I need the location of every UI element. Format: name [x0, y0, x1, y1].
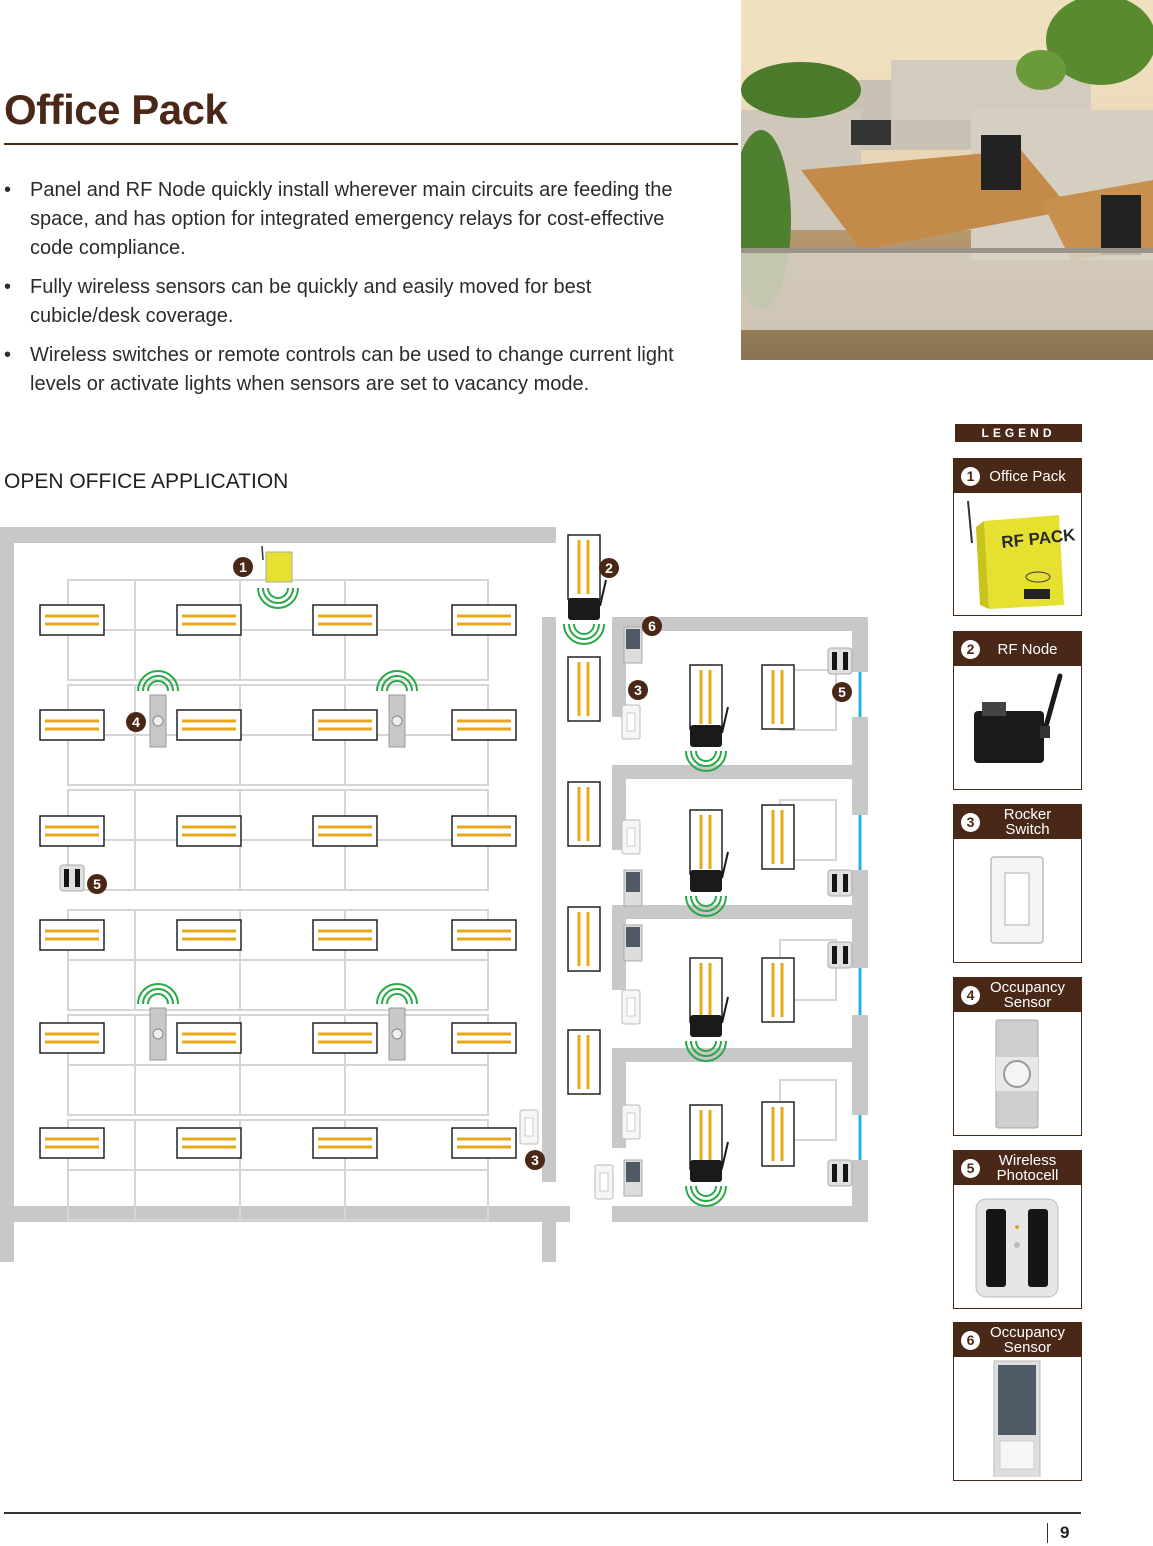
legend-num: 6	[961, 1331, 980, 1350]
plan-markers	[87, 557, 852, 1170]
legend-num: 4	[961, 986, 980, 1005]
light-fixture	[40, 710, 104, 740]
light-fixture-vertical	[762, 958, 794, 1022]
occupancy-sensor-image	[954, 1012, 1081, 1132]
light-fixture	[313, 1023, 377, 1053]
section-heading: OPEN OFFICE APPLICATION	[4, 470, 289, 493]
legend-card-rf-node	[953, 631, 1082, 790]
light-fixture	[452, 920, 516, 950]
rocker-switch-device	[622, 705, 640, 739]
marker-6	[642, 616, 662, 636]
marker-3a	[628, 680, 648, 700]
legend-card-occupancy-sensor	[953, 977, 1082, 1136]
light-fixture	[313, 605, 377, 635]
light-fixture	[177, 1128, 241, 1158]
light-fixture	[177, 920, 241, 950]
rf-node-image	[954, 666, 1081, 786]
legend-card-rocker-switch	[953, 804, 1082, 963]
light-fixture	[177, 710, 241, 740]
wall-sensor-device	[624, 925, 642, 961]
bullet-text: Panel and RF Node quickly install wherever main circuits are feeding the space, and has option for integrated emergency relays for cost-effective code compliance.	[30, 179, 673, 259]
bullet-text: Wireless switches or remote controls can be used to change current light levels or activate lights when sensors are set to vacancy mode.	[30, 344, 674, 395]
marker-3b-label: 3	[531, 1152, 539, 1168]
rocker-switch-device	[520, 1110, 538, 1144]
marker-5b-label: 5	[93, 876, 101, 892]
light-fixture	[40, 1023, 104, 1053]
legend-label: Office Pack	[989, 467, 1066, 485]
wall-sensor-device	[624, 870, 642, 906]
light-fixture	[313, 920, 377, 950]
legend-card-wireless-photocell	[953, 1150, 1082, 1309]
list-item	[4, 341, 704, 399]
light-fixture	[40, 605, 104, 635]
rocker-switch-device	[595, 1165, 613, 1199]
office-pack-device	[258, 546, 298, 608]
light-fixture-vertical	[690, 1105, 722, 1169]
photocell-device	[828, 870, 852, 896]
bullet-dot: •	[4, 344, 12, 366]
light-fixture	[452, 605, 516, 635]
wall-sensor-device	[624, 1160, 642, 1196]
legend-card-occupancy-sensor-2	[953, 1322, 1082, 1481]
light-fixture	[177, 605, 241, 635]
rocker-switch-device	[622, 820, 640, 854]
marker-1-label: 1	[239, 559, 247, 575]
occupancy-sensor-device	[138, 984, 178, 1060]
page-title: Office Pack	[4, 86, 228, 133]
photocell-device	[60, 865, 84, 891]
light-fixture-vertical	[762, 805, 794, 869]
footer-rule	[4, 1512, 1081, 1514]
marker-5a	[832, 682, 852, 702]
wireless-photocell-image	[954, 1185, 1081, 1305]
light-fixture-vertical	[762, 1102, 794, 1166]
light-fixture-vertical	[568, 1030, 600, 1094]
legend-label: Wireless Photocell	[996, 1152, 1059, 1184]
walls	[0, 527, 868, 1262]
legend-num: 1	[961, 467, 980, 486]
light-fixture-vertical	[762, 665, 794, 729]
marker-2-label: 2	[605, 560, 613, 576]
rocker-switch-device	[622, 990, 640, 1024]
light-fixture-vertical	[568, 657, 600, 721]
marker-4-label: 4	[132, 714, 140, 730]
list-item	[4, 273, 704, 331]
legend-card-office-pack	[953, 458, 1082, 616]
rocker-switch-image	[954, 839, 1081, 959]
devices	[60, 546, 852, 1206]
light-fixture	[177, 1023, 241, 1053]
photocell-device	[828, 942, 852, 968]
legend-title: LEGEND	[955, 424, 1082, 442]
photocell-device	[828, 648, 852, 674]
light-fixture-vertical	[568, 782, 600, 846]
office-photo	[741, 0, 1153, 360]
legend-num: 5	[961, 1159, 980, 1178]
light-fixture	[313, 710, 377, 740]
light-fixture	[452, 816, 516, 846]
legend-label: RF Node	[997, 640, 1058, 658]
light-fixture	[452, 1023, 516, 1053]
light-fixture-vertical	[690, 665, 722, 729]
legend-label: Occupancy Sensor	[989, 1324, 1066, 1356]
legend-label: Occupancy Sensor	[989, 979, 1066, 1011]
bullet-list	[4, 176, 704, 409]
legend-label: Rocker Switch	[1003, 806, 1052, 838]
marker-3a-label: 3	[634, 682, 642, 698]
light-fixture	[313, 1128, 377, 1158]
light-fixture-vertical	[690, 810, 722, 874]
light-fixture	[40, 816, 104, 846]
marker-3b	[525, 1150, 545, 1170]
bullet-dot: •	[4, 179, 12, 201]
light-fixture	[177, 816, 241, 846]
marker-4	[126, 712, 146, 732]
light-fixture	[40, 920, 104, 950]
floor-plan	[0, 520, 880, 1270]
marker-5a-label: 5	[838, 684, 846, 700]
light-fixture-vertical	[568, 907, 600, 971]
title-rule	[4, 143, 738, 145]
marker-2	[599, 558, 619, 578]
bullet-dot: •	[4, 276, 12, 298]
list-item	[4, 176, 704, 263]
marker-5b	[87, 874, 107, 894]
office-pack-image	[954, 493, 1081, 613]
light-fixture-vertical	[690, 958, 722, 1022]
occupancy-sensor-device	[377, 984, 417, 1060]
bullet-text: Fully wireless sensors can be quickly and easily moved for best cubicle/desk coverage.	[30, 276, 592, 327]
light-fixture-vertical	[568, 535, 600, 599]
legend-num: 2	[961, 640, 980, 659]
legend-num: 3	[961, 813, 980, 832]
page-number: 9	[1047, 1523, 1069, 1543]
wall-sensor-device	[624, 627, 642, 663]
light-fixture	[40, 1128, 104, 1158]
occupancy-sensor-2-image	[954, 1357, 1081, 1477]
light-fixture	[452, 710, 516, 740]
photocell-device	[828, 1160, 852, 1186]
light-fixture	[313, 816, 377, 846]
pack-text: RF PACK	[1000, 525, 1077, 552]
marker-6-label: 6	[648, 618, 656, 634]
marker-1	[233, 557, 253, 577]
rocker-switch-device	[622, 1105, 640, 1139]
light-fixture	[452, 1128, 516, 1158]
